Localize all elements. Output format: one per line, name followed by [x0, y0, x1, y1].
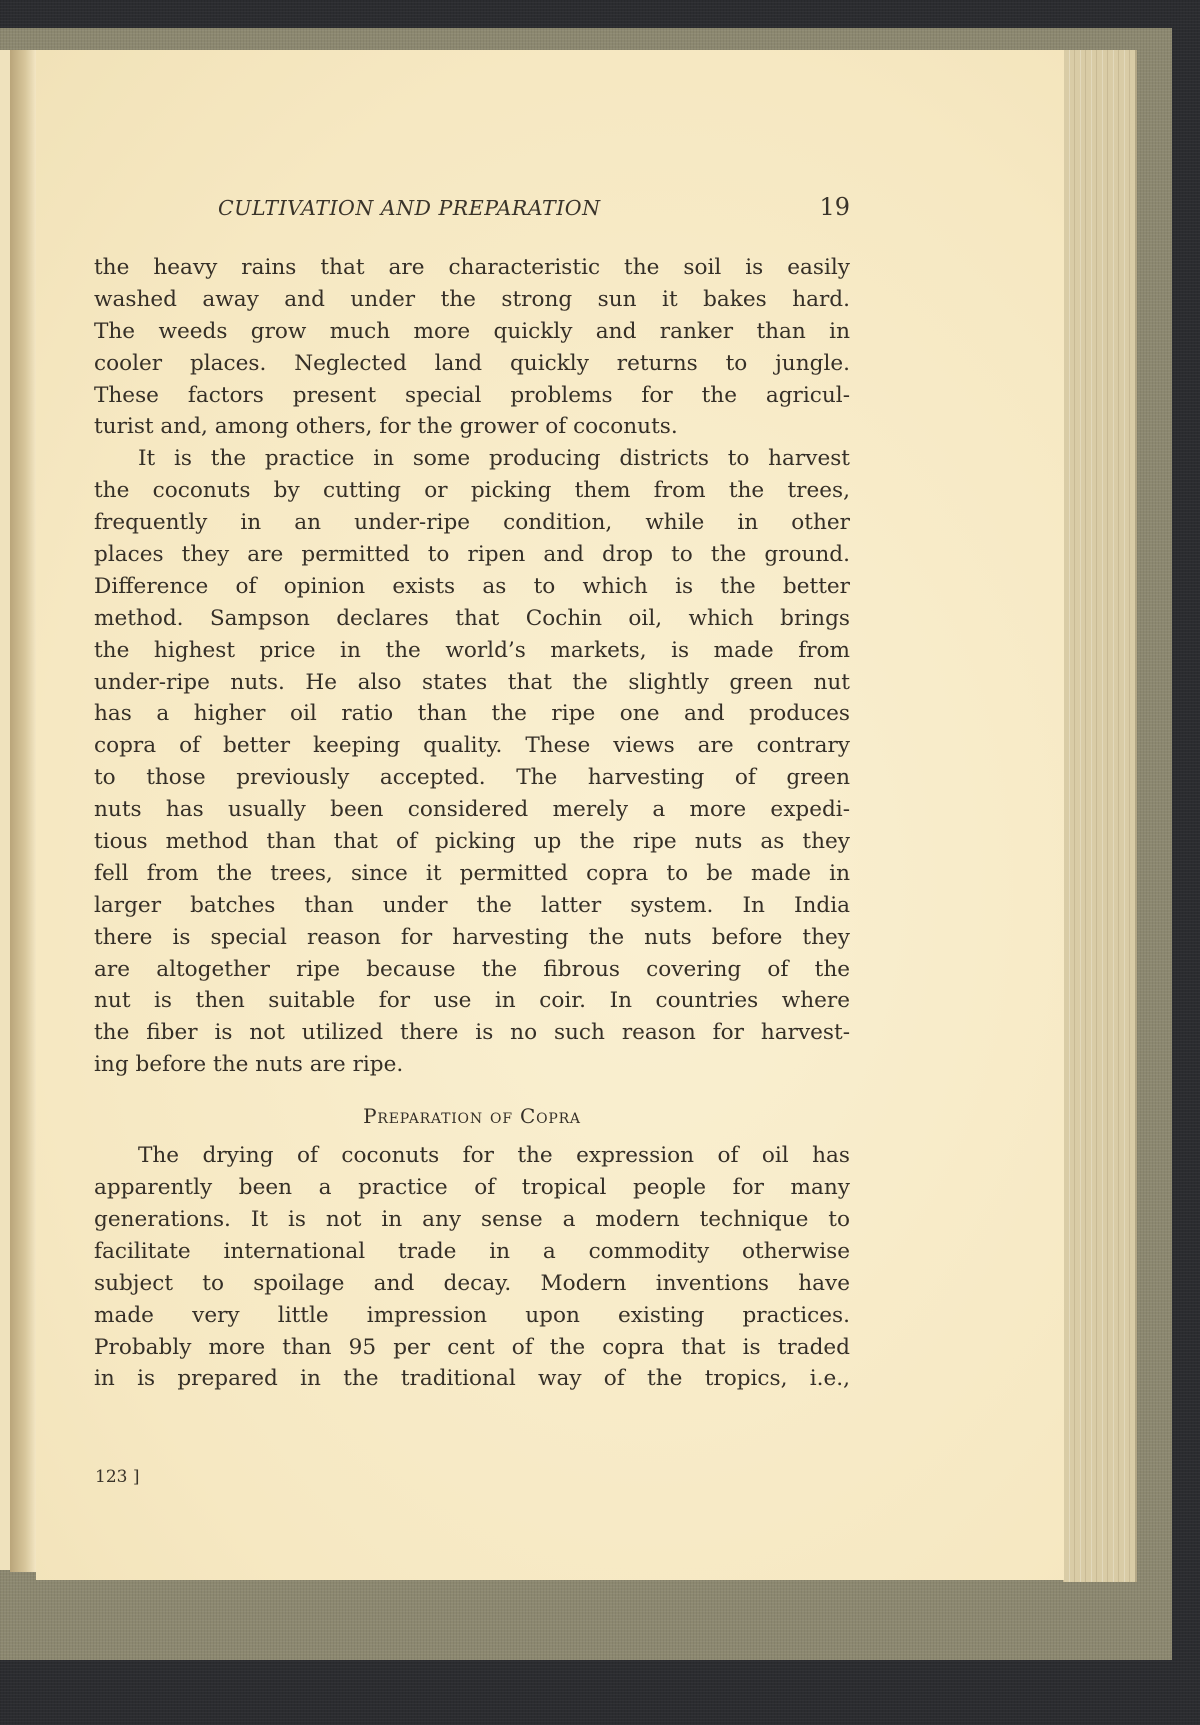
text-line: made very little impression upon existing practices.: [94, 1302, 850, 1328]
text-line: apparently been a practice of tropical people for many: [94, 1175, 850, 1201]
gutter-shadow: [10, 50, 36, 1572]
text-line: the coconuts by cutting or picking them from the trees,: [94, 478, 850, 504]
text-line: in is prepared in the traditional way of the tropics, i.e.,: [94, 1366, 850, 1392]
text-line: ing before the nuts are ripe.: [94, 1052, 404, 1078]
paragraph-3: [94, 1140, 850, 1395]
text-line: cooler places. Neglected land quickly returns to jungle.: [94, 350, 850, 376]
text-line: are altogether ripe because the fibrous covering of the: [94, 956, 850, 982]
text-line: copra of better keeping quality. These views are contrary: [94, 733, 850, 759]
text-line: to those previously accepted. The harvesting of green: [94, 765, 850, 791]
text-line: method. Sampson declares that Cochin oil, which brings: [94, 605, 850, 631]
body-text: [94, 252, 850, 1395]
text-line: The weeds grow much more quickly and ranker than in: [94, 318, 850, 344]
text-line: washed away and under the strong sun it bakes hard.: [94, 286, 850, 312]
paragraph-1: [94, 252, 850, 443]
page-block-edges: [1063, 50, 1137, 1582]
running-head-title: CULTIVATION AND PREPARATION: [218, 196, 601, 220]
text-line: Difference of opinion exists as to which is the better: [94, 573, 850, 599]
text-line: fell from the trees, since it permitted copra to be made in: [94, 860, 850, 886]
text-line: the heavy rains that are characteristic the soil is easily: [94, 255, 850, 280]
paragraph-2: [94, 443, 850, 1081]
running-head: [218, 193, 850, 221]
text-line: subject to spoilage and decay. Modern inventions have: [94, 1270, 850, 1296]
text-line: generations. It is not in any sense a modern technique to: [94, 1206, 850, 1232]
text-line: nuts has usually been considered merely a more expedi-: [94, 797, 850, 823]
text-line: facilitate international trade in a commodity otherwise: [94, 1238, 850, 1264]
text-line: These factors present special problems for the agricul-: [94, 382, 850, 408]
text-line: tious method than that of picking up the ripe nuts as they: [94, 829, 850, 855]
section-heading: Preparation of Copra: [363, 1104, 581, 1129]
text-line: turist and, among others, for the grower of coconuts.: [94, 414, 678, 440]
text-line: Probably more than 95 per cent of the copra that is traded: [94, 1334, 850, 1360]
text-line: frequently in an under-ripe condition, while in other: [94, 510, 850, 536]
page-number: 19: [819, 193, 850, 221]
text-line: there is special reason for harvesting the nuts before they: [94, 924, 850, 950]
text-line: has a higher oil ratio than the ripe one and produces: [94, 701, 850, 727]
text-line: the fiber is not utilized there is no such reason for harvest-: [94, 1020, 850, 1046]
text-line: under-ripe nuts. He also states that the slightly green nut: [94, 669, 850, 695]
text-line: the highest price in the world’s markets, is made from: [94, 637, 850, 663]
text-line: The drying of coconuts for the expression of oil has: [138, 1143, 850, 1169]
text-line: It is the practice in some producing districts to harvest: [138, 446, 850, 472]
signature-mark: 123 ]: [95, 1467, 140, 1487]
text-line: larger batches than under the latter system. In India: [94, 892, 850, 918]
text-line: places they are permitted to ripen and drop to the ground.: [94, 542, 850, 568]
text-line: nut is then suitable for use in coir. In countries where: [94, 988, 850, 1014]
